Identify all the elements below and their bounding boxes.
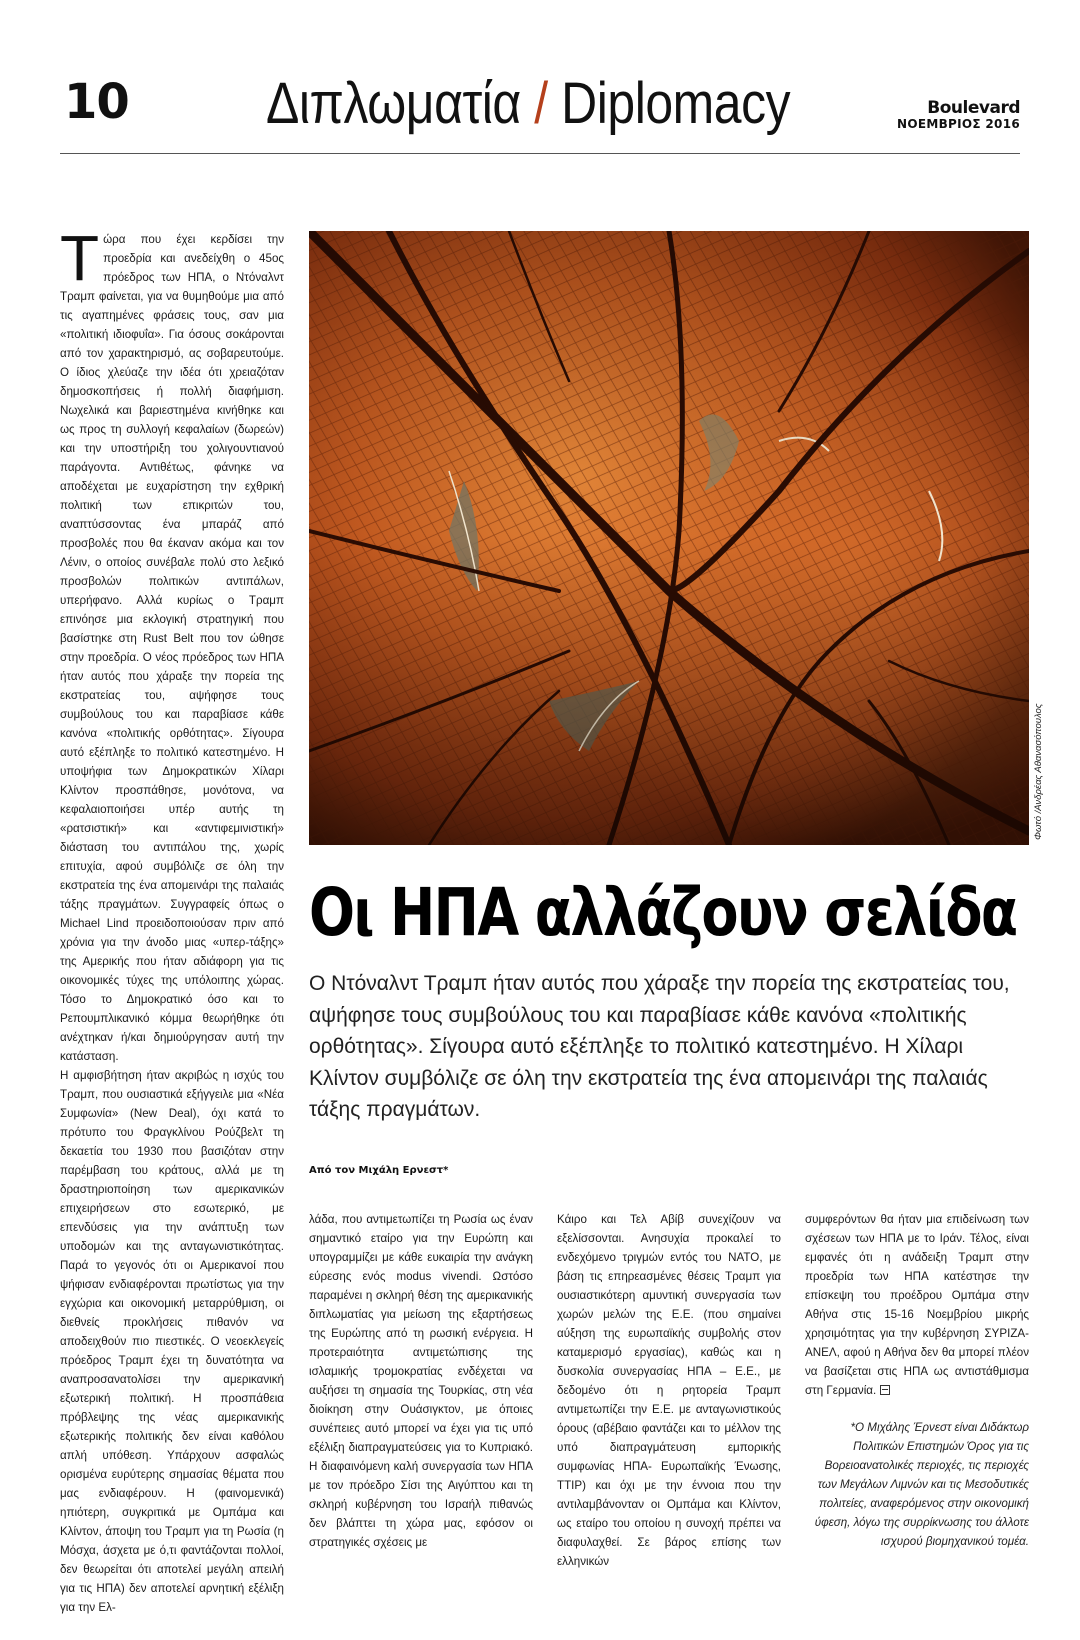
paragraph-text: συμφερόντων θα ήταν μια επιδείνωση των σχέσεων των ΗΠΑ με το Ιράν. Τέλος, είναι εμφανές ότι η ανάδειξη Τραμπ στην προεδρία των ΗΠΑ κατέστησε την επίσκεψη του προέδρου Ομπάμα στην Αθήνα στις 15-16 Νοεμβρίου μικρής χρησιμότητας για την κυβέρνηση ΣΥΡΙΖΑ-ΑΝΕΛ, αφού η Αθήνα δεν θα μπορεί πλέον να βασίζεται στις ΗΠΑ ως αντιστάθμισμα στη Γερμανία.	[805, 1213, 1029, 1397]
byline: Από τον Μιχάλη Ερνεστ*	[309, 1165, 449, 1176]
masthead	[897, 99, 1020, 131]
paragraph: λάδα, που αντιμετωπίζει τη Ρωσία ως έναν σημαντικό εταίρο για την Ευρώπη και υπογραμμίζει με κάθε ευκαιρία την ανάγκη εύρεσης ενός modus vivendi. Ωστόσο παραμένει η σκληρή θέση της αμερικανικής διπλωματίας για μείωση της εξαρτήσεως της Ευρώπης από τη ρωσική ενέργεια. Η προτεραιότητα αντιμετώπισης της ισλαμικής τρομοκρατίας ενδέχεται να αυξήσει τη σημασία της Τουρκίας, στη νέα διοίκηση στην Ουάσιγκτον, με όποιες συνέπειες αυτό μπορεί να έχει για τις υπό εξέλιξη διαπραγματεύσεις για το Κυπριακό. Η διαφαινόμενη καλή συνεργασία των ΗΠΑ με τον πρόεδρο Σίσι της Αιγύπτου και τη σκληρή κυβέρνηση του Ισραήλ πιθανώς δεν βλάπτει τη χώρα μας, εφόσον οι στρατηγικές σχέσεις με	[309, 1213, 533, 1549]
section-title-greek: Διπλωματία	[266, 71, 521, 136]
article-left-column	[60, 222, 284, 1617]
standfirst: Ο Ντόναλντ Τραμπ ήταν αυτός που χάραξε την πορεία της εκστρατείας του, αψήφησε τους συμβούλους του και παραβίασε κάθε κανόνα «πολιτικής ορθότητας». Σίγουρα αυτό εξέπληξε το πολιτικό κατεστημένο. Η Χίλαρι Κλίντον συμβόλιζε σε όλη την εκστρατεία της ένα απομεινάρι της παλαιάς τάξης πραγμάτων.	[309, 972, 1010, 1121]
section-title-english: Diplomacy	[561, 71, 791, 136]
article-column-b	[557, 1210, 781, 1571]
paragraph: Κάιρο και Τελ Αβίβ συνεχίζουν να εξελίσσονται. Ανησυχία προκαλεί το ενδεχόμενο τριγμών εντός του ΝΑΤΟ, με βάση τις επηρεασμένες θέσεις Τραμπ για ουσιαστικότερη αμυντική συνεργασία των χωρών μελών της Ε.Ε. (που σημαίνει αύξηση της ευρωπαϊκής συμβολής στον καταμερισμό εργασίας), καθώς και η δυσκολία συνεργασίας ΗΠΑ – Ε.Ε., με δεδομένο ότι η ρητορεία Τραμπ αντιμετωπίζει την Ε.Ε. με ανταγωνιστικούς όρους (αβέβαιο φαντάζει και το μέλλον της υπό διαπραγμάτευση εμπορικής συμφωνίας ΗΠΑ- Ευρωπαϊκής Ένωσης, TTIP) και όχι με την έννοια που την αντιλαμβάνονταν οι Ομπάμα και Κλίντον, ως εταίρο του οποίου η συνοχή πρέπει να διαφυλαχθεί. Σε βάρος επίσης των ελληνικών	[557, 1213, 781, 1568]
issue-date: ΝΟΕΜΒΡΙΟΣ 2016	[897, 117, 1020, 131]
section-title	[266, 71, 791, 136]
paragraph: Η αμφισβήτηση ήταν ακριβώς η ισχύς του Τραμπ, που ουσιαστικά εξήγγειλε μια «Νέα Συμφωνία» (New Deal), όχι κατά το πρότυπο του Φραγκλίνου Ρούζβελτ τη δεκαετία του 1930 που βασιζόταν στην παρέμβαση του κράτους, αλλά με τη δραστηριοποίηση των αμερικανικών επιχειρήσεων στο εσωτερικό, με επενδύσεις για την ανάπτυξη των υποδομών και της ανταγωνιστικότητας. Παρά το γεγονός ότι οι Αμερικανοί που ψήφισαν ενδιαφέρονται πρωτίστως για την εγχώρια και οικονομική μεταρρύθμιση, οι διεθνείς προκλήσεις πιθανόν να αποδειχθούν πιο πιεστικές. Ο νεοεκλεγείς πρόεδρος Τραμπ έχει τη δυνατότητα να αναπροσανατολίσει την αμερικανική εξωτερική πολιτική. Η προσπάθεια πρόβλεψης της νέας αμερικανικής εξωτερικής πολιτικής δεν είναι καθόλου απλή υπόθεση. Υπάρχουν ασφαλώς ορισμένα ευρύτερης σημασίας θέματα που μας ενδιαφέρουν. Η (φαινομενικά) ηπιότερη, συγκριτικά με Ομπάμα και Κλίντον, άποψη του Τραμπ για τη Ρωσία (η Μόσχα, άσχετα με ό,τι φαντάζονται πολλοί, δεν θεωρείται ότι αποτελεί μεγάλη απειλή για τις ΗΠΑ) δεν αποτελεί αρνητική εξέλιξη για την Ελ-	[60, 1069, 284, 1614]
article-column-c	[805, 1210, 1029, 1400]
leaf-photo	[309, 231, 1029, 845]
paragraph	[805, 1210, 1029, 1400]
drop-cap: Τ	[60, 222, 100, 294]
headline: Οι ΗΠΑ αλλάζουν σελίδα	[309, 874, 1017, 951]
photo-credit: Φωτό /Ανδρέας Αθανασόπουλος	[1033, 703, 1044, 840]
section-title-separator: /	[534, 71, 548, 136]
end-of-article-icon	[880, 1385, 890, 1395]
leaf-photo-image	[309, 231, 1029, 845]
article-column-a	[309, 1210, 533, 1552]
paragraph	[60, 222, 284, 1066]
author-note: *Ο Μιχάλης Έρνεστ είναι Διδάκτωρ Πολιτικών Επιστημών Όρος για τις Βορειοανατολικές περιοχές, τις περιοχές των Μεγάλων Λιμνών και τις Μεσοδυτικές πολιτείες, αναφερόμενος στην οικονομική ύφεση, λόγω της συρρίκνωσης του άλλοτε ισχυρού βιομηχανικού τομέα.	[814, 1421, 1029, 1548]
header-divider	[60, 153, 1020, 154]
brand-logo: Boulevard	[927, 98, 1020, 118]
page-number: 10	[64, 74, 129, 130]
paragraph-text: ώρα που έχει κερδίσει την προεδρία και ανεδείχθη ο 45ος πρόεδρος των ΗΠΑ, ο Ντόναλντ Τραμπ φαίνεται, για να θυμηθούμε μια από τις αγαπημένες φράσεις τους, σαν μια «πολιτική ιδιοφυΐα». Για όσους σοκάρονται από τον χαρακτηρισμό, ας σοβαρευτούμε. Ο ίδιος χλεύαζε την ιδέα ότι χρειαζόταν δημοσκοπήσεις ή πολλή διαφήμιση. Νωχελικά και βαριεστημένα κινήθηκε και ως προς τη συλλογή κεφαλαίων (δωρεών) και την υποστήριξη του χολιγουντιανού παράγοντα. Αντιθέτως, φάνηκε να αποδέχεται με ευχαρίστηση την εχθρική πολιτική των επικριτών του, αναπτύσσοντας ένα μπαράζ από προσβολές που θα έκαναν ακόμα και τον Λένιν, ο οποίος συνέβαλε πολύ στο λεξικό προσβολών πολιτικών αντιπάλων, υπερήφανο. Αλλά κυρίως ο Τραμπ επινόησε μια εκλογική στρατηγική που βασίστηκε στη Rust Belt που τον ώθησε στην προεδρία. Ο νέος πρόεδρος των ΗΠΑ ήταν αυτός που χάραξε την πορεία της εκστρατείας του, αψήφησε τους συμβούλους του και παραβίασε κάθε κανόνα «πολιτικής ορθότητας». Σίγουρα αυτό εξέπληξε το πολιτικό κατεστημένο. Η υποψήφια των Δημοκρατικών Χίλαρι Κλίντον προσπάθησε, μονότονα, να κεφαλαιοποιήσει υπέρ αυτής τη «ρατσιστική» και «αντιφεμινιστική» διάσταση του αντιπάλου της, χωρίς επιτυχία, αφού συμβόλιζε σε όλη την εκστρατεία της ένα απομεινάρι της παλαιάς τάξης πραγμάτων. Συγγραφείς όπως ο Michael Lind προειδοποιούσαν πριν από χρόνια για την άνοδο μιας «υπερ-τάξης» της Αμερικής που ήταν αδιάφορη για τις οικονομικές τύχες της υπόλοιπης χώρας. Τόσο το Δημοκρατικό όσο και το Ρεπουμπλικανικό κόμμα θεωρήθηκε ότι ανέχτηκαν ή/και δημιούργησαν αυτή την κατάσταση.	[60, 233, 284, 1063]
